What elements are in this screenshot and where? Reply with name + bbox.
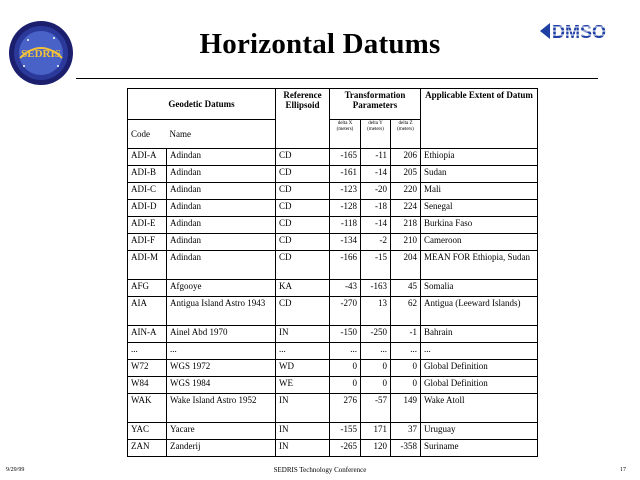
cell-delta-y: 0 (361, 360, 391, 377)
cell-ellipsoid: IN (276, 326, 330, 343)
table-row (128, 343, 538, 360)
cell-delta-y: -18 (361, 200, 391, 217)
cell-extent: Wake Atoll (421, 394, 538, 423)
cell-delta-y: -250 (361, 326, 391, 343)
header-extent: Applicable Extent of Datum (421, 89, 538, 149)
cell-extent: Uruguay (421, 423, 538, 440)
cell-delta-y: 13 (361, 297, 391, 326)
cell-code: ADI-B (128, 166, 167, 183)
footer-page-number: 17 (620, 467, 626, 473)
cell-delta-y: -20 (361, 183, 391, 200)
cell-ellipsoid: IN (276, 440, 330, 457)
footer-date: 9/29/99 (6, 467, 25, 473)
cell-delta-z: ... (391, 343, 421, 360)
header-ellipsoid: Reference Ellipsoid (276, 89, 330, 149)
cell-delta-x: -118 (330, 217, 361, 234)
cell-delta-y: 120 (361, 440, 391, 457)
cell-delta-x: -270 (330, 297, 361, 326)
cell-delta-y: 171 (361, 423, 391, 440)
cell-extent: Global Definition (421, 377, 538, 394)
header-code: Code (128, 120, 167, 149)
table-row (128, 423, 538, 440)
cell-extent: Ethiopia (421, 149, 538, 166)
cell-extent: Somalia (421, 280, 538, 297)
cell-extent: ... (421, 343, 538, 360)
table-row (128, 166, 538, 183)
cell-delta-z: 0 (391, 360, 421, 377)
cell-code: ADI-F (128, 234, 167, 251)
cell-delta-x: -265 (330, 440, 361, 457)
cell-code: ZAN (128, 440, 167, 457)
datums-table (127, 88, 538, 457)
table-row (128, 360, 538, 377)
cell-code: W72 (128, 360, 167, 377)
cell-delta-z: -358 (391, 440, 421, 457)
table-row (128, 326, 538, 343)
cell-delta-x: -134 (330, 234, 361, 251)
cell-delta-z: -1 (391, 326, 421, 343)
cell-delta-x: -43 (330, 280, 361, 297)
cell-ellipsoid: CD (276, 183, 330, 200)
cell-delta-z: 149 (391, 394, 421, 423)
cell-ellipsoid: CD (276, 217, 330, 234)
cell-ellipsoid: ... (276, 343, 330, 360)
cell-name: Adindan (167, 183, 276, 200)
cell-code: ADI-C (128, 183, 167, 200)
cell-delta-z: 62 (391, 297, 421, 326)
cell-extent: Senegal (421, 200, 538, 217)
cell-delta-y: ... (361, 343, 391, 360)
cell-ellipsoid: CD (276, 251, 330, 280)
header-dz: delta Z (meters) (391, 120, 421, 149)
cell-name: Adindan (167, 217, 276, 234)
cell-extent: Cameroon (421, 234, 538, 251)
cell-extent: Bahrain (421, 326, 538, 343)
table-row (128, 234, 538, 251)
cell-code: AIN-A (128, 326, 167, 343)
table-row (128, 377, 538, 394)
cell-delta-z: 204 (391, 251, 421, 280)
cell-delta-y: -15 (361, 251, 391, 280)
header-dy: delta Y (meters) (361, 120, 391, 149)
table-row (128, 297, 538, 326)
cell-code: ADI-E (128, 217, 167, 234)
cell-extent: Global Definition (421, 360, 538, 377)
cell-code: W84 (128, 377, 167, 394)
table-row (128, 217, 538, 234)
header-transform: Transformation Parameters (330, 89, 421, 120)
cell-name: Wake Island Astro 1952 (167, 394, 276, 423)
cell-code: WAK (128, 394, 167, 423)
cell-delta-z: 45 (391, 280, 421, 297)
cell-delta-z: 218 (391, 217, 421, 234)
cell-extent: Sudan (421, 166, 538, 183)
cell-name: Adindan (167, 149, 276, 166)
cell-delta-z: 206 (391, 149, 421, 166)
cell-ellipsoid: CD (276, 234, 330, 251)
cell-name: Adindan (167, 251, 276, 280)
cell-name: ... (167, 343, 276, 360)
cell-extent: Suriname (421, 440, 538, 457)
footer-conference: SEDRIS Technology Conference (273, 466, 367, 474)
page-title: Horizontal Datums (199, 28, 441, 60)
table-row (128, 149, 538, 166)
table-row (128, 280, 538, 297)
cell-name: Antigua Island Astro 1943 (167, 297, 276, 326)
cell-delta-y: -14 (361, 166, 391, 183)
cell-ellipsoid: CD (276, 166, 330, 183)
cell-code: AIA (128, 297, 167, 326)
svg-text:DMSO: DMSO (552, 22, 606, 42)
cell-delta-x: -155 (330, 423, 361, 440)
cell-name: WGS 1972 (167, 360, 276, 377)
cell-name: Adindan (167, 200, 276, 217)
cell-delta-x: -166 (330, 251, 361, 280)
title-divider (76, 78, 598, 79)
cell-delta-z: 205 (391, 166, 421, 183)
cell-ellipsoid: WE (276, 377, 330, 394)
cell-delta-x: 276 (330, 394, 361, 423)
header-name: Name (167, 120, 276, 149)
cell-delta-y: -163 (361, 280, 391, 297)
cell-name: WGS 1984 (167, 377, 276, 394)
cell-extent: Antigua (Leeward Islands) (421, 297, 538, 326)
cell-delta-y: -2 (361, 234, 391, 251)
cell-delta-y: 0 (361, 377, 391, 394)
cell-extent: Burkina Faso (421, 217, 538, 234)
cell-delta-z: 37 (391, 423, 421, 440)
cell-ellipsoid: CD (276, 297, 330, 326)
cell-ellipsoid: IN (276, 394, 330, 423)
cell-code: AFG (128, 280, 167, 297)
header-geodetic: Geodetic Datums (128, 89, 276, 120)
cell-ellipsoid: WD (276, 360, 330, 377)
cell-ellipsoid: CD (276, 200, 330, 217)
cell-delta-x: 0 (330, 360, 361, 377)
cell-delta-x: -128 (330, 200, 361, 217)
table-row (128, 183, 538, 200)
cell-delta-z: 224 (391, 200, 421, 217)
cell-name: Afgooye (167, 280, 276, 297)
cell-ellipsoid: KA (276, 280, 330, 297)
cell-code: ... (128, 343, 167, 360)
cell-delta-y: -57 (361, 394, 391, 423)
cell-code: ADI-D (128, 200, 167, 217)
cell-code: ADI-M (128, 251, 167, 280)
cell-ellipsoid: CD (276, 149, 330, 166)
cell-delta-x: -123 (330, 183, 361, 200)
cell-delta-x: 0 (330, 377, 361, 394)
cell-name: Ainel Abd 1970 (167, 326, 276, 343)
cell-delta-x: -161 (330, 166, 361, 183)
table-row (128, 251, 538, 280)
cell-delta-y: -11 (361, 149, 391, 166)
datum-rows (128, 149, 538, 457)
table-row (128, 200, 538, 217)
cell-name: Adindan (167, 166, 276, 183)
cell-extent: Mali (421, 183, 538, 200)
cell-code: ADI-A (128, 149, 167, 166)
svg-text:SEDRIS: SEDRIS (21, 48, 61, 60)
cell-delta-z: 210 (391, 234, 421, 251)
cell-extent: MEAN FOR Ethiopia, Sudan (421, 251, 538, 280)
cell-delta-x: -150 (330, 326, 361, 343)
cell-name: Yacare (167, 423, 276, 440)
table-row (128, 440, 538, 457)
cell-name: Adindan (167, 234, 276, 251)
cell-code: YAC (128, 423, 167, 440)
cell-delta-z: 0 (391, 377, 421, 394)
cell-delta-y: -14 (361, 217, 391, 234)
table-row (128, 394, 538, 423)
cell-name: Zanderij (167, 440, 276, 457)
cell-delta-x: -165 (330, 149, 361, 166)
cell-delta-x: ... (330, 343, 361, 360)
header-dx: delta X (meters) (330, 120, 361, 149)
cell-delta-z: 220 (391, 183, 421, 200)
cell-ellipsoid: IN (276, 423, 330, 440)
